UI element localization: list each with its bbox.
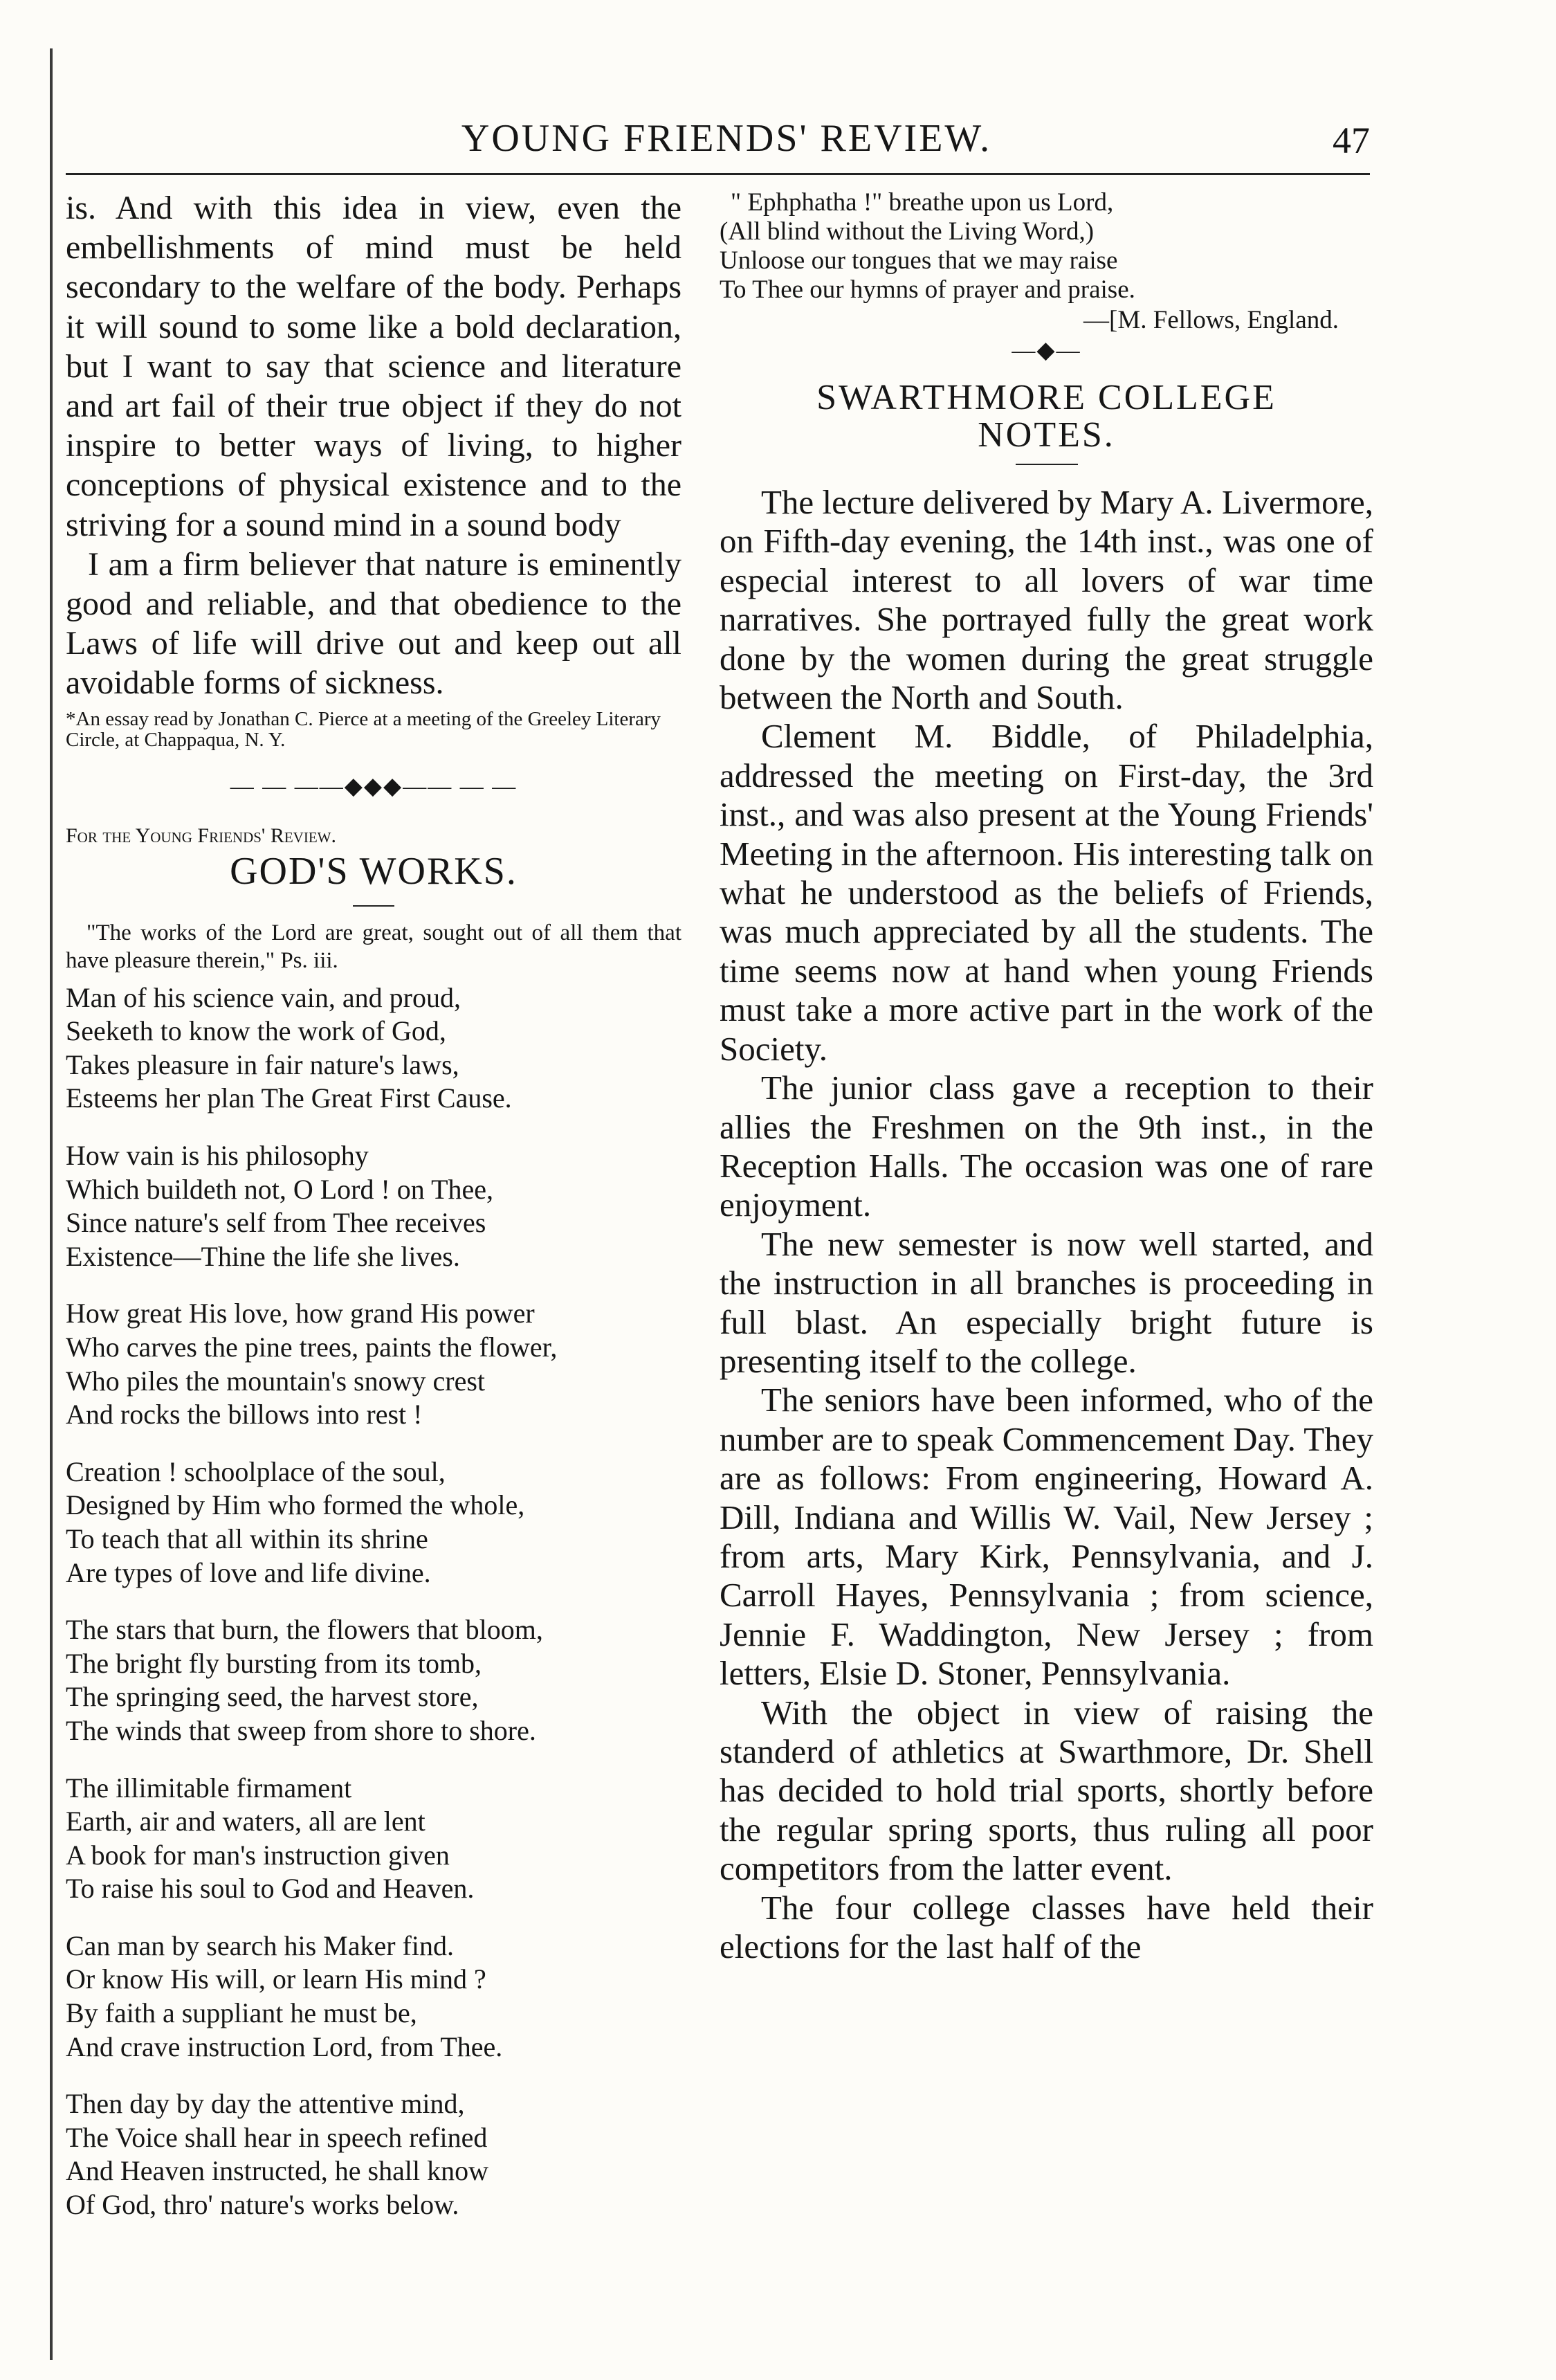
verse-line: Unloose our tongues that we may raise [720, 246, 1118, 275]
poem-credit: For the Young Friends' Review. [66, 824, 336, 847]
verse-line: Then day by day the attentive mind, [66, 2088, 465, 2120]
verse-line: And rocks the billows into rest ! [66, 1399, 423, 1430]
section-title-line: NOTES. [978, 415, 1115, 455]
stanza [66, 981, 681, 1116]
verse-line: To teach that all within its shrine [66, 1523, 428, 1554]
stanza [66, 1613, 681, 1747]
poem-epigraph: "The works of the Lord are great, sought out of all them that have pleasure therein," Ps. iii. [66, 920, 681, 973]
poem-attribution: —[M. Fellows, England. [1083, 306, 1339, 334]
verse-line: To raise his soul to God and Heaven. [66, 1873, 475, 1905]
verse-line: And Heaven instructed, he shall know [66, 2155, 488, 2187]
stanza [66, 1455, 681, 1590]
verse-line: To Thee our hymns of prayer and praise. [720, 275, 1135, 304]
notes-paragraph: The seniors have been informed, who of the number are to speak Commencement Day. They are as follows: From engineering, Howard A. Dill, Indiana and Willis W. Vail, New Jersey ; from arts, Mary Kirk, Pennsylvania, and J. Carroll Hayes, Pennsylvania ; from science, Jennie F. Waddington, New Jersey ; from letters, Elsie D. Stoner, Pennsylvania. [720, 1381, 1373, 1693]
stanza [66, 1297, 681, 1431]
notes-paragraph: The junior class gave a reception to their allies the Freshmen on the 9th inst., in the Reception Halls. The occasion was one of rare enjoyment. [720, 1069, 1373, 1224]
verse-line: Man of his science vain, and proud, [66, 981, 461, 1013]
poem-ephphatha [720, 188, 1373, 305]
stanza [66, 1139, 681, 1273]
left-column [66, 188, 681, 2246]
verse-line: How vain is his philosophy [66, 1140, 369, 1172]
verse-line: The Voice shall hear in speech refined [66, 2121, 488, 2153]
running-head: YOUNG FRIENDS' REVIEW. [461, 117, 992, 160]
verse-line: The winds that sweep from shore to shore. [66, 1714, 536, 1746]
verse-line: Designed by Him who formed the whole, [66, 1489, 525, 1521]
essay-text [66, 188, 681, 703]
section-ornament: —◆— [1012, 338, 1081, 363]
verse-line: Creation ! schoolplace of the soul, [66, 1455, 446, 1487]
header-rule [66, 173, 1370, 175]
poem-gods-works [66, 981, 681, 2222]
verse-line: Existence—Thine the life she lives. [66, 1240, 460, 1272]
notes-paragraph: The lecture delivered by Mary A. Livermore, on Fifth-day evening, the 14th inst., was one of especial interest to all lovers of war time narratives. She portrayed fully the great work done by the women during the great struggle between the North and South. [720, 483, 1373, 717]
essay-paragraph: I am a firm believer that nature is eminently good and reliable, and that obedience to the Laws of life will drive out and keep out all avoidable forms of sickness. [66, 545, 681, 702]
verse-line: Of God, thro' nature's works below. [66, 2189, 459, 2221]
verse-line: And crave instruction Lord, from Thee. [66, 2031, 503, 2062]
verse-line: The illimitable firmament [66, 1772, 352, 1804]
college-notes [720, 483, 1373, 1966]
verse-line: Can man by search his Maker find. [66, 1929, 454, 1961]
section-title [720, 379, 1373, 454]
verse-line: Earth, air and waters, all are lent [66, 1806, 425, 1837]
verse-line: Who carves the pine trees, paints the flower, [66, 1331, 558, 1363]
verse-line: (All blind without the Living Word,) [720, 217, 1095, 246]
page-header [83, 116, 1370, 172]
verse-line: Who piles the mountain's snowy crest [66, 1365, 485, 1397]
verse-line: Esteems her plan The Great First Cause. [66, 1082, 512, 1114]
page-edge-line [50, 48, 53, 2360]
essay-footnote: *An essay read by Jonathan C. Pierce at a meeting of the Greeley Literary Circle, at Chappaqua, N. Y. [66, 707, 661, 751]
verse-line: A book for man's instruction given [66, 1839, 450, 1871]
verse-line: By faith a suppliant he must be, [66, 1997, 417, 2029]
stanza [66, 2087, 681, 2222]
stanza [66, 1772, 681, 1906]
verse-line: Which buildeth not, O Lord ! on Thee, [66, 1173, 494, 1205]
notes-paragraph: The four college classes have held their elections for the last half of the [720, 1888, 1373, 1966]
title-rule [1016, 464, 1078, 465]
stanza [66, 1929, 681, 2064]
notes-paragraph: With the object in view of raising the standerd of athletics at Swarthmore, Dr. Shell has decided to hold trial sports, shortly before the regular spring sports, thus ruling all poor competitors from the latter event. [720, 1693, 1373, 1888]
verse-line: Since nature's self from Thee receives [66, 1207, 486, 1239]
verse-line: The springing seed, the harvest store, [66, 1681, 479, 1713]
title-rule [353, 905, 394, 907]
essay-paragraph: is. And with this idea in view, even the embellishments of mind must be held secondary to the welfare of the body. Perhaps it will sound to some like a bold declaration, but I want to say that science and literature and art fail of their true object if they do not inspire to better ways of living, to higher conceptions of physical existence and to the striving for a sound mind in a sound body [66, 190, 681, 543]
verse-line: How great His love, how grand His power [66, 1298, 535, 1329]
verse-line: Takes pleasure in fair nature's laws, [66, 1048, 459, 1080]
verse-line: Seeketh to know the work of God, [66, 1015, 446, 1047]
verse-line: Are types of love and life divine. [66, 1556, 431, 1588]
section-ornament: — — ——◆◆◆—— — — [230, 773, 518, 799]
verse-line: The bright fly bursting from its tomb, [66, 1647, 482, 1679]
section-title-line: SWARTHMORE COLLEGE [816, 378, 1276, 417]
verse-line: Or know His will, or learn His mind ? [66, 1963, 486, 1995]
page-number: 47 [1333, 120, 1370, 161]
notes-paragraph: Clement M. Biddle, of Philadelphia, addressed the meeting on First-day, the 3rd inst., and was also present at the Young Friends' Meeting in the afternoon. His interesting talk on what he understood as the beliefs of Friends, was much appreciated by all the students. The time seems now at hand when young Friends must take a more active part in the work of the Society. [720, 717, 1373, 1068]
notes-paragraph: The new semester is now well started, and the instruction in all branches is proceeding in full blast. An especially bright future is presenting itself to the college. [720, 1224, 1373, 1380]
right-column [720, 188, 1373, 1966]
verse-line: " Ephphatha !" breathe upon us Lord, [731, 188, 1114, 217]
poem-title: GOD'S WORKS. [230, 849, 518, 893]
verse-line: The stars that burn, the flowers that bloom, [66, 1614, 543, 1646]
